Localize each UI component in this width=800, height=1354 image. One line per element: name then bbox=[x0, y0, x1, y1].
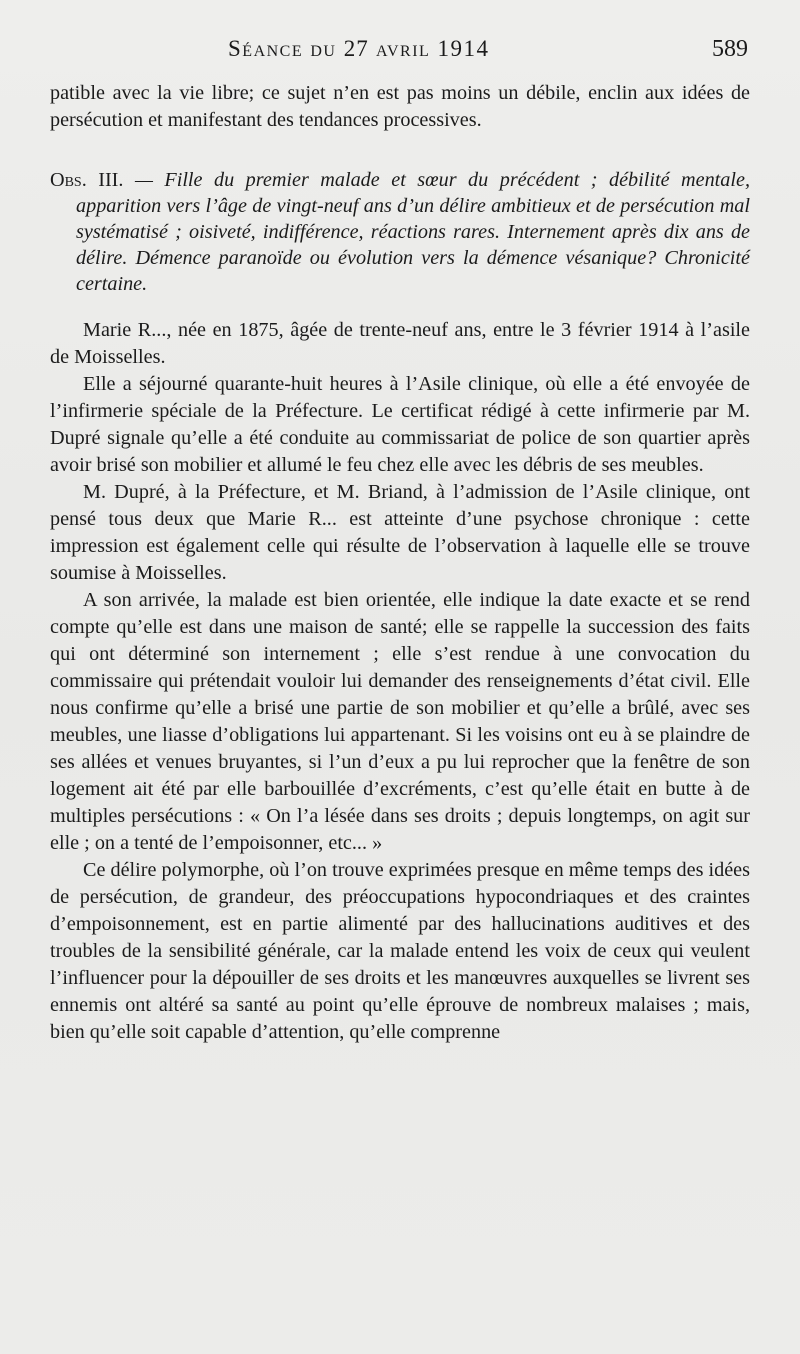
page-number: 589 bbox=[712, 36, 748, 62]
observation-label: Obs. III. bbox=[50, 169, 124, 191]
observation-heading bbox=[50, 167, 750, 297]
paragraph: Elle a séjourné quarante-huit heures à l’Asile clinique, où elle a été envoyée de l’infirmerie spéciale de la Préfecture. Le certificat rédigé à cette infirmerie par M. Dupré signale qu’elle a été conduite au commissariat de police de son quartier après avoir brisé son mobilier et allumé le feu chez elle avec les débris de ses meubles. bbox=[50, 373, 750, 476]
paragraph: A son arrivée, la malade est bien orientée, elle indique la date exacte et se rend compte qu’elle est dans une maison de santé; elle se rappelle la succession des faits qui ont déterminé son internement ; elle s’est rendue à une convocation du commissaire qui prétendait vouloir lui demander des renseignements d’état civil. Elle nous confirme qu’elle a brisé une partie de son mobilier et qu’elle a brûlé, avec ses meubles, une liasse d’obligations lui appartenant. Si les voisins ont eu à se plaindre de ses allées et venues bruyantes, si l’un d’eux a pu lui reprocher que la fenêtre de son logement ait été par elle barbouillée d’excréments, c’est qu’elle était en butte à de multiples persécutions : « On l’a lésée dans ses droits ; depuis longtemps, on agit sur elle ; on a tenté de l’empoisonner, etc... » bbox=[50, 589, 750, 854]
running-head bbox=[228, 36, 490, 62]
paragraph-continued: patible avec la vie libre; ce sujet n’en est pas moins un débile, enclin aux idées de persécution et manifestant des tendances processives. bbox=[50, 82, 750, 131]
running-head-suffix: avril 1914 bbox=[368, 36, 490, 61]
paragraph: M. Dupré, à la Préfecture, et M. Briand, à l’admission de l’Asile clinique, ont pensé tous deux que Marie R... est atteinte d’une psychose chronique : cette impression est également celle qui résulte de l’observation à laquelle elle se trouve soumise à Moisselles. bbox=[50, 481, 750, 584]
body-text bbox=[50, 80, 750, 1046]
observation-summary: — Fille du premier malade et sœur du précédent ; débilité mentale, apparition vers l’âge de vingt-neuf ans d’un délire ambitieux et de persécution mal systématisé ; oisiveté, indifférence, réactions rares. Internement après dix ans de délire. Démence paranoïde ou évolution vers la démence vésanique? Chronicité certaine. bbox=[76, 169, 750, 295]
running-head-prefix: Séance du bbox=[228, 36, 344, 61]
running-head-date: 27 bbox=[343, 36, 369, 61]
page-header bbox=[0, 36, 800, 70]
paragraph: Ce délire polymorphe, où l’on trouve exprimées presque en même temps des idées de persécution, de grandeur, des préoccupations hypocondriaques et des craintes d’empoisonnement, est en partie alimenté par des hallucinations auditives et des troubles de la sensibilité générale, car la malade entend les voix de ceux qui veulent l’influencer pour la dépouiller de ses droits et les manœuvres auxquelles se livrent ses ennemis ont altéré sa santé au point qu’elle éprouve de nombreux malaises ; mais, bien qu’elle soit capable d’attention, qu’elle comprenne bbox=[50, 859, 750, 1043]
paragraph: Marie R..., née en 1875, âgée de trente-neuf ans, entre le 3 février 1914 à l’asile de Moisselles. bbox=[50, 319, 750, 368]
